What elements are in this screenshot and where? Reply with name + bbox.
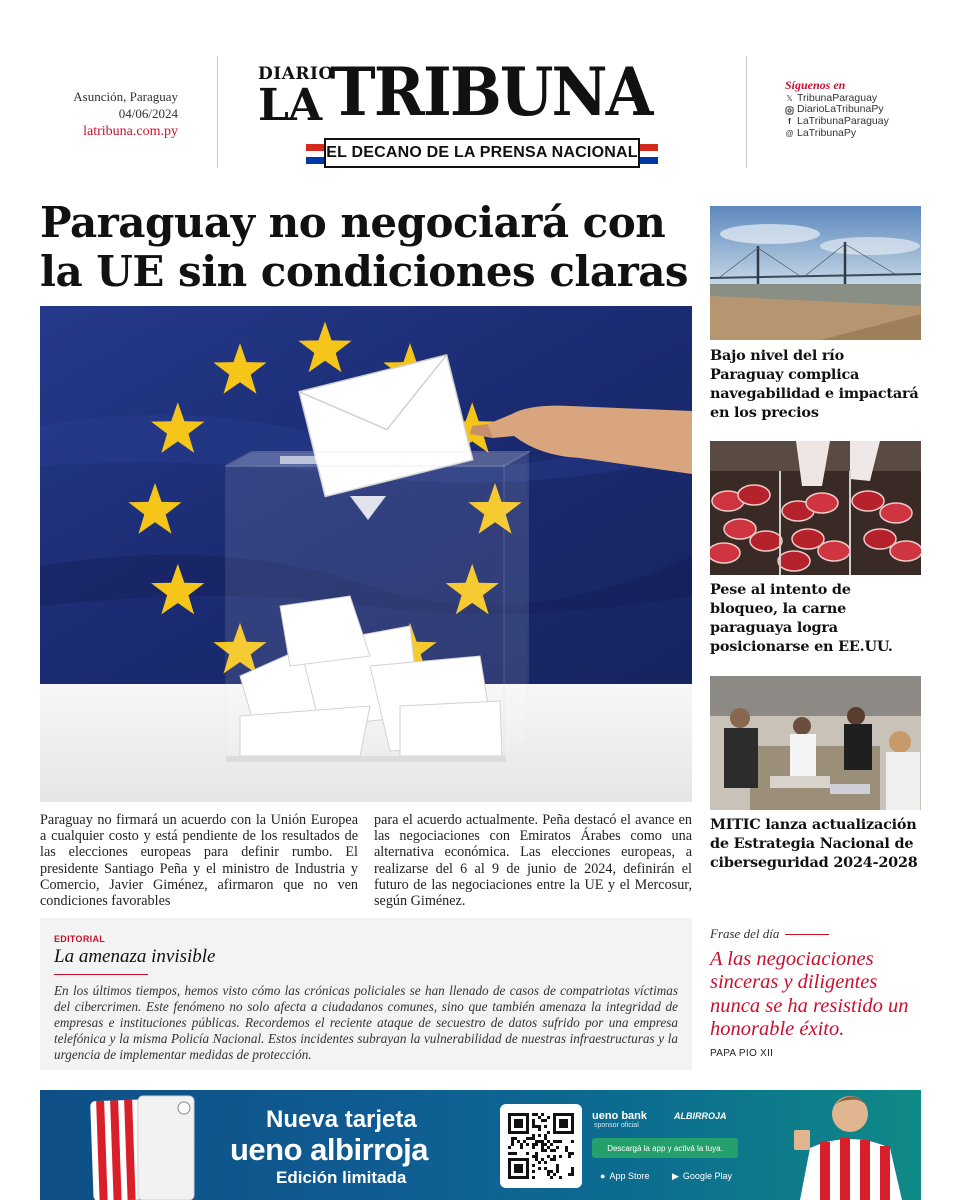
social-handle: LaTribunaParaguay [797,115,889,128]
ad-cta[interactable]: Descargá la app y activá la tuya. [592,1138,738,1158]
ad-line3: Edición limitada [276,1168,407,1187]
header-divider-left [217,56,218,168]
quote-label: Frase del día [710,926,780,941]
meat-cut [710,543,740,563]
x-icon: 𝕏 [786,93,793,103]
main-story-text-col1: Paraguay no firmará un acuerdo con la Unión Europea a cualquier costo y está pendiente de los resultados de las elecciones europeas para definir rumbo. El presidente Santiago Peña y el ministro de Industria y Comercio, Javier Giménez, afirmaron que no ven condiciones favorables [40,812,358,910]
player-photo [780,1090,910,1200]
quote-text: A las negociaciones sinceras y diligentes nunca se ha resistido un honorable éxito. [710,948,909,1041]
follow-label: Síguenos en [785,78,846,92]
website-link[interactable]: latribuna.com.py [83,124,178,139]
instagram-icon [785,106,794,115]
logo-diario: DIARIO [258,64,334,84]
story-photo-mitic-event[interactable] [710,676,921,810]
slogan-banner [306,136,658,170]
sidebar-story-title[interactable]: MITIC lanza actualización de Estrategia Nacional de ciberseguridad 2024-2028 [710,816,918,871]
hero-photo-ballot-box-eu-flag [40,306,692,802]
editorial-box [40,918,692,1070]
story-photo-river-bridge[interactable] [710,206,921,340]
quote-of-the-day [710,926,922,1059]
main-story-text-col2: para el acuerdo actualmente. Peña destacó el avance en las negociaciones con Emiratos Árabes como una alternativa económica. Las elecciones europeas, a realizarse del 6 al 9 de junio de 2024, definirán el futuro de las negociaciones entre la UE y el Mercosur, según Giménez. [374,812,692,910]
ad-bank: ueno bank [592,1110,648,1122]
logo-la: LA [258,80,322,131]
qr-code[interactable] [500,1104,582,1188]
slogan: EL DECANO DE LA PRENSA NACIONAL [324,138,640,168]
threads-icon: @ [785,128,794,138]
masthead-date: 04/06/2024 [118,106,178,121]
editorial-rule [54,974,148,975]
social-handle: TribunaParaguay [797,91,878,104]
story-photo-meat-counter[interactable] [710,441,921,575]
meat-cut [880,503,912,523]
social-links [785,80,889,140]
meat-cut [890,541,921,561]
ad-line2: ueno albirroja [230,1132,428,1167]
apple-icon: ● [600,1171,606,1181]
social-threads[interactable] [785,128,889,140]
meat-cut [738,485,770,505]
ad-line1: Nueva tarjeta [266,1106,417,1133]
social-handle: DiarioLaTribunaPy [797,103,884,116]
meat-cut [852,491,884,511]
meat-cut [778,551,810,571]
masthead-city: Asunción, Paraguay [73,89,178,104]
editorial-text: En los últimos tiempos, hemos visto cómo las crónicas policiales se han llenado de casos de compatriotas víctimas del cibercrimen. Este fenómeno no solo afecta a ciudadanos comunes, sino que también amenaza la integridad de empresas e instituciones públicas. Recordemos el reciente ataque de secuestro de datos sufrido por una empresa telefónica y la misma Policía Nacional. Estos incidentes subrayan la vulnerabilidad de nuestras infraestructuras y la urgencia de implementar medidas de protección. [54,983,678,1062]
play-icon: ▶ [672,1170,679,1181]
meat-cut [750,531,782,551]
sidebar-story-title[interactable]: Pese al intento de bloqueo, la carne paraguaya logra posicionarse en EE.UU. [710,581,893,655]
sidebar-story-title[interactable]: Bajo nivel del río Paraguay complica navegabilidad e impactará en los precios [710,347,919,421]
quote-author: PAPA PIO XII [710,1047,774,1059]
header-divider-right [746,56,747,168]
meat-cut [806,493,838,513]
social-handle: LaTribunaPy [797,126,857,139]
newspaper-logo [258,53,708,172]
editorial-title[interactable]: La amenaza invisible [54,946,216,967]
advertisement-banner[interactable] [40,1090,921,1200]
masthead-meta [40,88,178,142]
logo-tribuna: TRIBUNA [330,53,652,131]
editorial-kicker: EDITORIAL [54,934,106,944]
ad-albirroja: ALBIRROJA [674,1111,727,1121]
main-headline[interactable]: Paraguay no negociará con la UE sin condiciones claras [40,198,689,296]
credit-card-image [88,1094,198,1200]
meat-cut [818,541,850,561]
quote-rule [785,934,829,935]
app-store-badge[interactable]: ● App Store [600,1171,650,1181]
google-play-badge[interactable]: ▶ Google Play [672,1170,732,1181]
ad-sponsor: sponsor oficial [594,1122,639,1129]
facebook-icon: f [788,117,791,127]
